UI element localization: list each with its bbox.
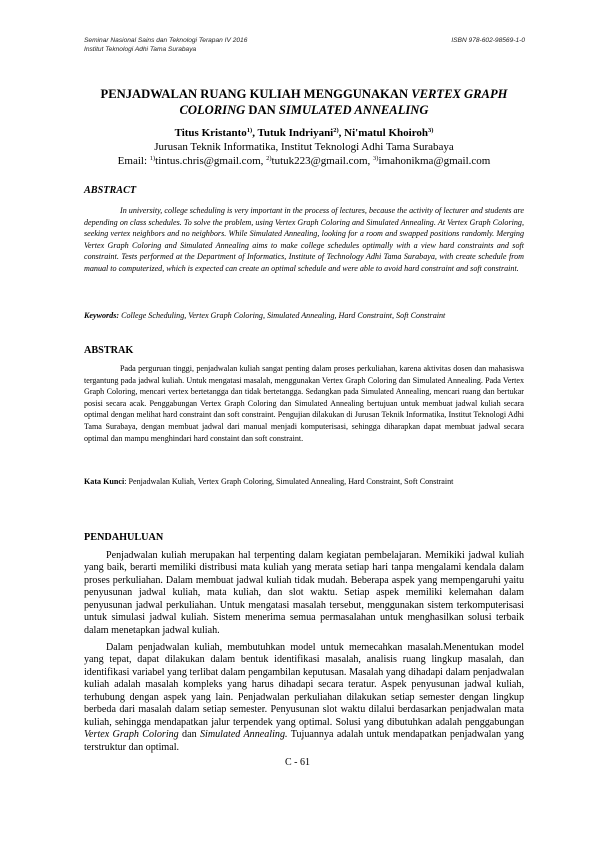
page-number: C - 61 xyxy=(285,757,310,768)
title-italic1: VERTEX GRAPH COLORING xyxy=(179,87,508,117)
introduction-paragraph-1: Penjadwalan kuliah merupakan hal terpenting dalam kegiatan pembelajaran. Memikiki jadwal kuliah yang baik, berarti memiliki distribusi mata kuliah yang merata setiap hari tanpa mengalami kendala dalam proses perkuliahan. Dalam membuat jadwal kuliah tidak mudah. Beberapa aspek yang mempengaruhi yaitu penyusunan jadwal kuliah, mata kuliah, dan slot waktu. Setiap aspek memiliki kelemahan dalam penyusunan jadwal perkuliahan. Untuk mengatasi masalah tersebut, menggunakan sistem terkomputerisasi untuk simulasi jadwal kuliah. Sistem menerima semua permasalahan untuk menghasilkan solusi terbaik dalam menetapkan jadwal kuliah. xyxy=(84,550,524,636)
kata-kunci-label: Kata Kunci xyxy=(84,477,125,486)
email-line xyxy=(84,154,524,168)
p2-mid: dan xyxy=(178,729,200,741)
author-3-mark: 3) xyxy=(428,127,434,134)
header-conference: Seminar Nasional Sains dan Teknologi Terapan IV 2016 xyxy=(84,37,248,44)
title-part2: DAN xyxy=(245,103,279,117)
p2-italic-2: Simulated Annealing. xyxy=(199,729,288,741)
email-2: tutuk223@gmail.com, xyxy=(271,155,374,167)
p2-italic-1: Vertex Graph Coloring xyxy=(84,729,179,741)
kata-kunci-text: : Penjadwalan Kuliah, Vertex Graph Coloring, Simulated Annealing, Hard Constraint, Soft Constraint xyxy=(124,477,454,486)
keywords-label: Keywords: xyxy=(84,311,120,320)
email-2-mark: 2) xyxy=(266,155,272,162)
keywords xyxy=(84,311,524,322)
author-3: , Ni'matul Khoiroh xyxy=(338,127,429,139)
author-1: Titus Kristanto xyxy=(174,127,247,139)
p2-text: Dalam penjadwalan kuliah, membutuhkan model untuk memecahkan masalah.Menentukan model yang tepat, dapat dilakukan dalam bentuk identifikasi masalah, analisis ruang lingkup masalah, dan identifikasi variabel yang terlibat dalam pengambilan keputusan. Masalah yang dihadapi dalam penjadwalan kuliah adalah masalah kompleks yang harus dihadapi secara teratur. Aspek penyusunan jadwal kuliah, terhubung dengan aspek yang lain. Penjadwalan perkuliahan dilakukan setiap semester dengan lingkup berbeda dari masalah dalam setiap semester. Penyusunan slot waktu dilalui berdasarkan penjadwalan mata kuliah, sehingga mendapatkan jalur terpendek yang optimal. Solusi yang dibutuhkan adalah penggabungan xyxy=(84,642,524,728)
author-names xyxy=(84,126,524,140)
abstrak-heading: ABSTRAK xyxy=(84,345,134,356)
title-italic2: SIMULATED ANNEALING xyxy=(278,103,429,117)
author-2: , Tutuk Indriyani xyxy=(252,127,334,139)
paper-title xyxy=(84,86,524,118)
introduction-heading: PENDAHULUAN xyxy=(84,532,164,543)
title-part1: PENJADWALAN RUANG KULIAH MENGGUNAKAN xyxy=(100,87,412,101)
author-block xyxy=(84,126,524,168)
affiliation: Jurusan Teknik Informatika, Institut Teknologi Adhi Tama Surabaya xyxy=(154,141,454,153)
introduction-paragraph-2 xyxy=(84,642,524,754)
email-1-mark: 1) xyxy=(149,155,156,162)
email-label: Email: xyxy=(117,155,150,167)
p2-end: Tujuannya adalah untuk mendapatkan penjadwalan yang terstruktur dan optimal. xyxy=(84,729,524,753)
email-3: imahonikma@gmail.com xyxy=(378,155,491,167)
email-1: tintus.chris@gmail.com, xyxy=(155,155,267,167)
email-3-mark: 3) xyxy=(373,155,379,162)
abstract-text: In university, college scheduling is very important in the process of lectures, because the activity of lecturer and students are depending on class schedules. To solve the problem, using Vertex Graph Coloring and Simulated Annealing. At Vertex Graph Coloring, seeking vertex neighbors and no neighbors. While Simulated Annealing, looking for a room and swapped positions randomly. Merging Vertex Graph Coloring and Simulated Annealing aims to make college schedules optimally with a view hard constraints and soft constraint. Tests performed at the Department of Informatics, Institute of Technology Adhi Tama Surabaya, with create schedule from manual to computerized, which is expected can create an optimal schedule and were able to avoid hard constraint and soft constraint. xyxy=(84,206,524,273)
kata-kunci xyxy=(84,477,524,488)
abstrak-text: Pada perguruan tinggi, penjadwalan kuliah sangat penting dalam proses perkuliahan, karena aktivitas dosen dan mahasiswa tergantung pada jadwal kuliah. Untuk mengatasi masalah, menggunakan Vertex Graph Coloring dan Simulated Annealing. Pada Vertex Graph Coloring, mencari vertex bertetangga dan tidak bertetangga. Sedangkan pada Simulated Annealing, mencari ruang dan bertukar posisi secara acak. Penggabungan Vertex Graph Coloring dan Simulated Annealing bertujuan untuk membuat jadwal kuliah secara optimal dengan melihat hard constraint dan soft constraint. Pengujian dilakukan di Jurusan Teknik Informatika, Institut Teknologi Adhi Tama Surabaya, dengan membuat jadwal dari manual menjadi komputerisasi, sehingga diharapkan dapat membuat jadwal secara optimal dan mampu menghindari hard constaint dan soft constraint. xyxy=(84,364,524,443)
keywords-text: College Scheduling, Vertex Graph Coloring, Simulated Annealing, Hard Constraint, Soft Constraint xyxy=(119,311,446,320)
author-1-mark: 1) xyxy=(246,127,253,134)
abstract-heading: ABSTRACT xyxy=(84,185,137,196)
author-2-mark: 2) xyxy=(333,127,339,134)
header-isbn: ISBN 978-602-98569-1-0 xyxy=(451,37,525,44)
header-institution: Institut Teknologi Adhi Tama Surabaya xyxy=(84,46,197,53)
